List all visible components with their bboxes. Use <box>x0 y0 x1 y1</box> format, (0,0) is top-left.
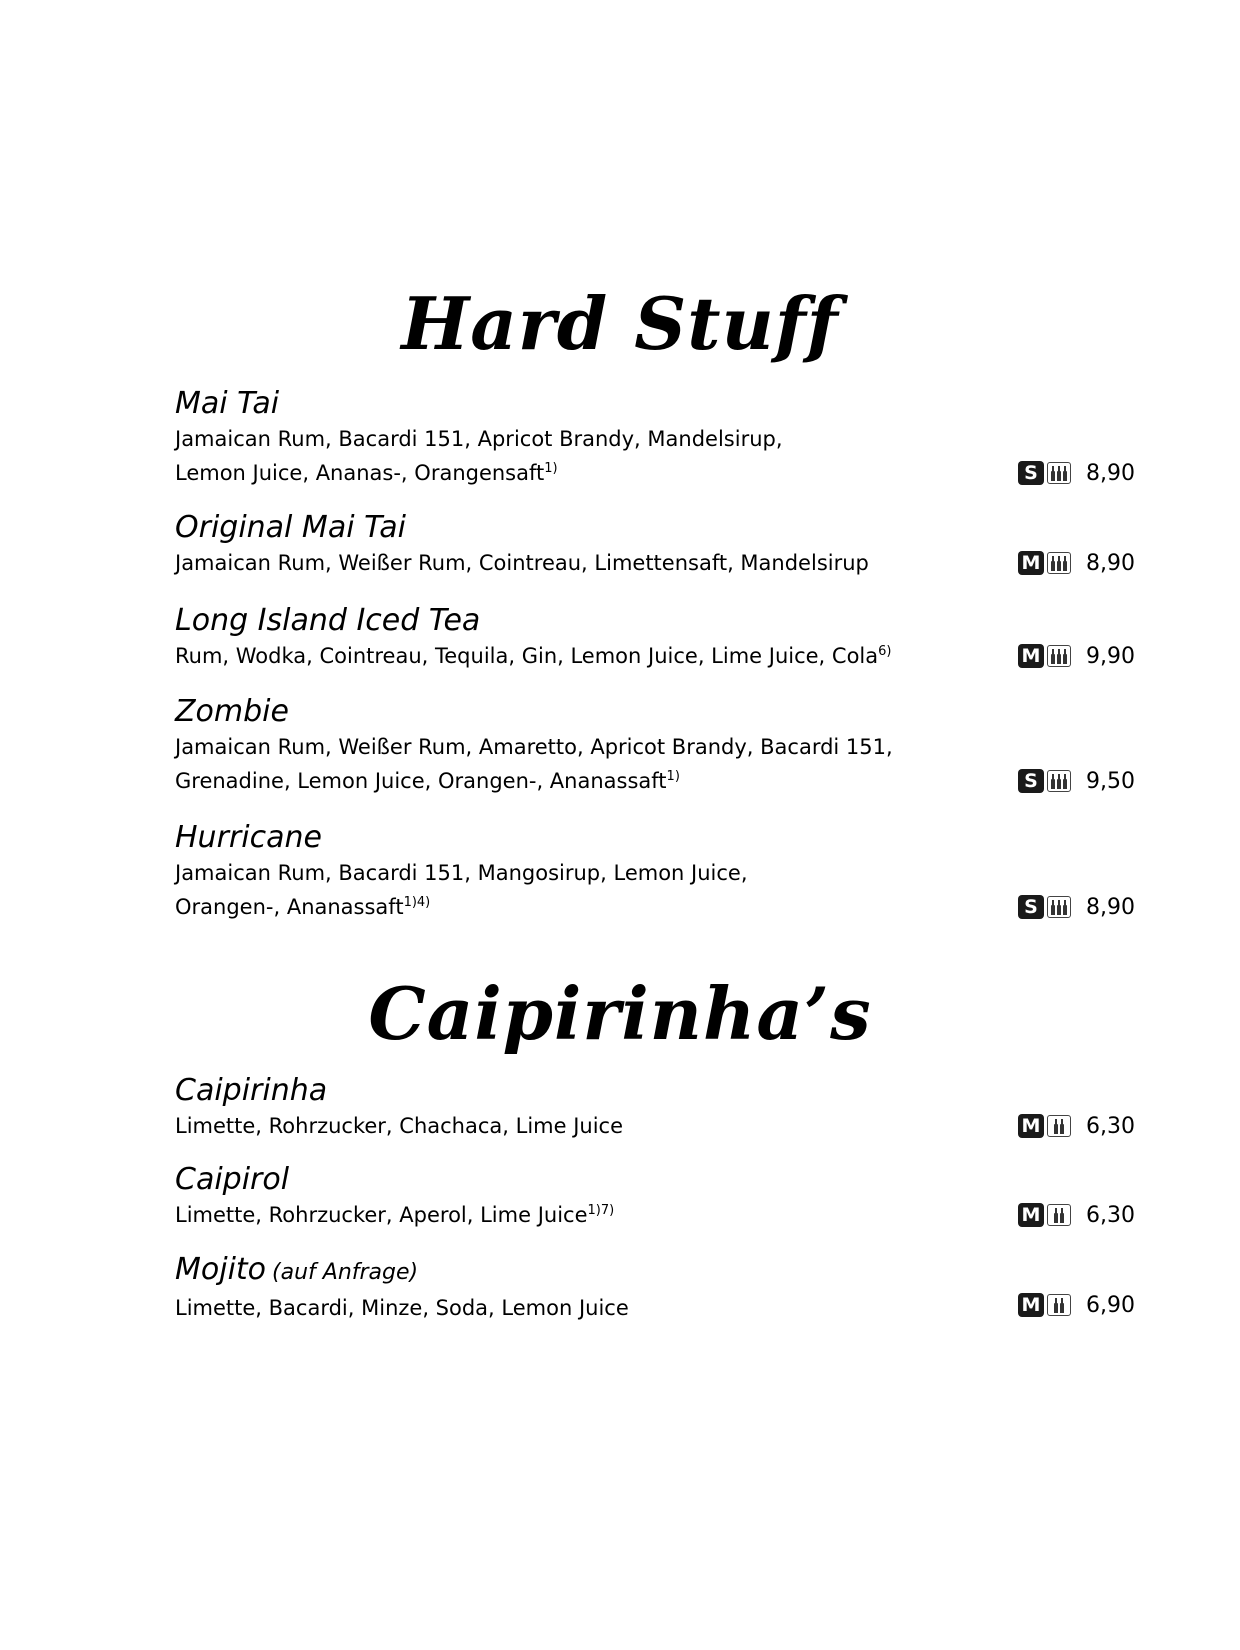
item-price: 6,90 <box>1086 1292 1135 1318</box>
item-meta <box>1018 890 1135 924</box>
item-name: Original Mai Tai <box>175 510 406 545</box>
menu-item-long-island-iced-tea <box>175 603 1135 673</box>
item-price: 6,30 <box>1086 1113 1135 1139</box>
item-price: 8,90 <box>1086 460 1135 486</box>
item-meta <box>1018 1198 1135 1232</box>
item-meta <box>1018 1109 1135 1143</box>
size-badge: M <box>1018 1114 1044 1138</box>
item-description-line: Jamaican Rum, Weißer Rum, Amaretto, Apricot Brandy, Bacardi 151, <box>175 735 893 759</box>
menu-item-hurricane <box>175 820 1135 924</box>
section-title-hard-stuff: Hard Stuff <box>401 281 839 366</box>
item-meta <box>1018 764 1135 798</box>
size-badge: M <box>1018 551 1044 575</box>
item-price: 9,90 <box>1086 643 1135 669</box>
item-name: Caipirol <box>175 1162 290 1197</box>
additive-note: 1) <box>666 769 680 784</box>
item-description-line: Limette, Rohrzucker, Chachaca, Lime Juice <box>175 1114 624 1138</box>
strength-bottles-icon <box>1047 1115 1071 1137</box>
strength-bottles-icon <box>1047 645 1071 667</box>
item-price: 8,90 <box>1086 550 1135 576</box>
size-badge: S <box>1018 461 1044 485</box>
item-price: 9,50 <box>1086 768 1135 794</box>
additive-note: 6) <box>878 644 892 659</box>
size-badge: M <box>1018 644 1044 668</box>
item-description-line: Orangen-, Ananassaft$^{1)4)}$ <box>175 895 431 919</box>
item-description-line: Lemon Juice, Ananas-, Orangensaft$^{1)}$ <box>175 461 558 485</box>
item-price: 6,30 <box>1086 1202 1135 1228</box>
menu-item-caipirol <box>175 1162 1135 1232</box>
menu-item-mojito <box>175 1252 1135 1325</box>
size-badge: M <box>1018 1203 1044 1227</box>
item-name: Mojito (auf Anfrage) <box>175 1252 419 1287</box>
strength-bottles-icon <box>1047 896 1071 918</box>
size-badge: M <box>1018 1293 1044 1317</box>
item-description-line: Jamaican Rum, Weißer Rum, Cointreau, Limettensaft, Mandelsirup <box>175 551 869 575</box>
strength-bottles-icon <box>1047 462 1071 484</box>
size-badge: S <box>1018 895 1044 919</box>
item-name: Hurricane <box>175 820 322 855</box>
item-meta <box>1018 456 1135 490</box>
item-meta <box>1018 546 1135 580</box>
availability-note: (auf Anfrage) <box>272 1260 419 1285</box>
section-title-caipirinhas: Caipirinha’s <box>368 971 872 1056</box>
menu-item-caipirinha <box>175 1073 1135 1143</box>
item-meta <box>1018 639 1135 673</box>
item-name: Long Island Iced Tea <box>175 603 481 638</box>
strength-bottles-icon <box>1047 552 1071 574</box>
item-description-line: Grenadine, Lemon Juice, Orangen-, Ananassaft$^{1)}$ <box>175 769 680 793</box>
strength-bottles-icon <box>1047 770 1071 792</box>
additive-note: 1)7) <box>587 1203 615 1218</box>
menu-item-zombie <box>175 694 1135 798</box>
strength-bottles-icon <box>1047 1294 1071 1316</box>
menu-item-mai-tai <box>175 386 1135 490</box>
item-description-line: Jamaican Rum, Bacardi 151, Apricot Brandy, Mandelsirup, <box>175 427 783 451</box>
item-description-line: Jamaican Rum, Bacardi 151, Mangosirup, Lemon Juice, <box>175 861 748 885</box>
additive-note: 1)4) <box>403 895 431 910</box>
size-badge: S <box>1018 769 1044 793</box>
item-name: Mai Tai <box>175 386 280 421</box>
item-description-line: Limette, Bacardi, Minze, Soda, Lemon Juice <box>175 1296 629 1320</box>
item-description-line: Rum, Wodka, Cointreau, Tequila, Gin, Lemon Juice, Lime Juice, Cola$^{6)}$ <box>175 644 892 668</box>
item-name: Zombie <box>175 694 289 729</box>
menu-item-original-mai-tai <box>175 510 1135 580</box>
strength-bottles-icon <box>1047 1204 1071 1226</box>
item-price: 8,90 <box>1086 894 1135 920</box>
item-name: Caipirinha <box>175 1073 328 1108</box>
additive-note: 1) <box>544 461 558 476</box>
item-meta <box>1018 1288 1135 1322</box>
item-description-line: Limette, Rohrzucker, Aperol, Lime Juice$^{1)7)}$ <box>175 1203 615 1227</box>
